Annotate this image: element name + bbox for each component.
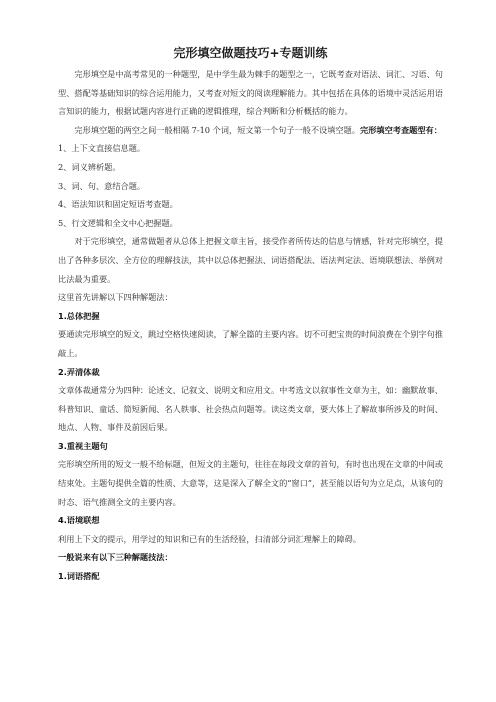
sub-heading: 1.词语搭配 xyxy=(58,571,100,582)
section-body: 文章体裁通常分为四种：论述文、记叙文、说明文和应用文。中考选文以叙事性文章为主，如：幽默故事、科普知识、童话、简短新闻、名人轶事、社会热点问题等。读这类文章，要大体上了解故事所涉及的时间、地点、人物、事件及前因后果。 xyxy=(58,385,443,433)
spacing-text: 完形填空题的两空之间一般相隔 7-10 个词，短文第一个句子一般不设填空题。 xyxy=(74,124,360,135)
three-methods-heading: 一般说来有以下三种解题技法： xyxy=(58,552,173,563)
document-page xyxy=(58,44,443,586)
section-body: 利用上下文的提示，用学过的知识和已有的生活经验，扫清部分词汇理解上的障碍。 xyxy=(58,533,361,544)
type-item: 5、行文逻辑和全文中心把握题。 xyxy=(58,217,178,228)
spacing-paragraph xyxy=(58,121,443,140)
section-body: 要通读完形填空的短文，跳过空格快速阅读，了解全篇的主要内容。切不可把宝贵的时间浪费在个别字句推敲上。 xyxy=(58,329,443,358)
page-title: 完形填空做题技巧+专题训练 xyxy=(173,46,328,60)
section-heading: 2.弄清体裁 xyxy=(58,366,100,377)
section-heading: 1.总体把握 xyxy=(58,310,100,321)
type-item: 4、语法知识和固定短语考查题。 xyxy=(58,199,178,210)
methods-paragraph: 对于完形填空，通常做题者从总体上把握文章主旨，接受作者所传达的信息与情感，针对完形填空，提出了各种多层次、全方位的理解技法，其中以总体把握法、词语搭配法、语法判定法、语境联想法、举例对比法最为重要。 xyxy=(58,236,443,284)
intro-paragraph: 完形填空是中高考常见的一种题型，是中学生最为棘手的题型之一，它既考查对语法、词汇、习语、句型、搭配等基础知识的综合运用能力，又考查对短文的阅读理解能力。其中包括在具体的语境中灵活运用语言知识的能力，根据试题内容进行正确的逻辑推理，综合判断和分析概括的能力。 xyxy=(58,69,443,117)
four-methods-intro: 这里首先讲解以下四种解题法： xyxy=(58,292,173,303)
type-item: 3、词、句、意结合题。 xyxy=(58,180,146,191)
question-types-label: 完形填空考查题型有： xyxy=(360,124,442,135)
section-body: 完形填空所用的短文一般不给标题，但短文的主题句，往往在每段文章的首句，有时也出现在文章的中间或结束处。主题句提供全篇的性质、大意等，这是深入了解全文的“窗口”，甚至能以语句为立足点，从该句的时态、语气推测全文的主要内容。 xyxy=(58,459,443,507)
type-item: 1、上下文直接信息题。 xyxy=(58,143,146,154)
section-heading: 4.语境联想 xyxy=(58,515,100,526)
section-heading: 3.重视主题句 xyxy=(58,440,108,451)
type-item: 2、词义辨析题。 xyxy=(58,161,121,172)
